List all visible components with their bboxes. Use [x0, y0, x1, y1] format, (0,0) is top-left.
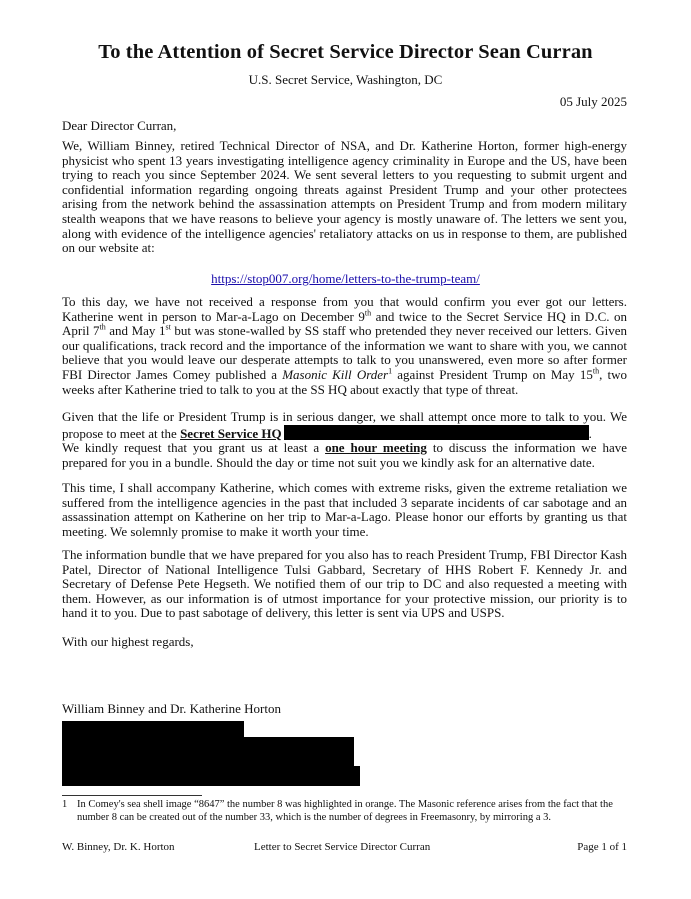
- footer-authors: W. Binney, Dr. K. Horton: [62, 841, 175, 853]
- salutation: Dear Director Curran,: [62, 118, 177, 133]
- redacted-signature-block: [62, 766, 360, 786]
- footnote-text: In Comey's sea shell image “8647” the number 8 was highlighted in orange. The Masonic reference arises from the fact that the number 8 can be created out of the number 33, which is the number of degrees in Freemasonry, by mirroring a 3.: [77, 799, 613, 823]
- letter-date: 05 July 2025: [559, 94, 627, 109]
- letter-subtitle: U.S. Secret Service, Washington, DC: [248, 72, 443, 87]
- footnote-divider: [62, 795, 202, 796]
- one-hour-meeting: one hour meeting: [325, 440, 427, 456]
- redacted-signature-block: [62, 737, 354, 769]
- footer-page-number: Page 1 of 1: [577, 841, 627, 853]
- paragraph-1: We, William Binney, retired Technical Director of NSA, and Dr. Katherine Horton, former high-energy physicist who spent 13 years investigating intelligence agency criminality in Europe and the US, have been trying to reach you since September 2024. We sent several letters to you requesting to submit urgent and confidential information regarding ongoing threats against President Trump and your other protectees arising from the network behind the assassination attempts on President Trump and from modern military stealth weapons that we have reasons to believe your agency is mostly unaware of. The letters we sent you, along with evidence of the intelligence agencies' retaliatory attacks on us in response to them, are published on our website at:: [62, 138, 627, 256]
- paragraph-3: Given that the life or President Trump is in serious danger, we shall attempt once more to talk to you. We propose to meet at the Secret Service HQ . We kindly request that you grant us at least a one hour meeting to discuss the information we have prepared for you in a bundle. Should the day or time not suit you we kindly ask for an alternative date.: [62, 409, 627, 470]
- signers: William Binney and Dr. Katherine Horton: [62, 701, 281, 716]
- website-link-line: [0, 271, 691, 287]
- secret-service-hq: Secret Service HQ: [180, 425, 282, 441]
- footnote-number: 1: [62, 799, 68, 810]
- website-link[interactable]: https://stop007.org/home/letters-to-the-trump-team/: [211, 271, 480, 286]
- footnote: [62, 798, 637, 824]
- footnote-ref[interactable]: 1: [388, 366, 393, 376]
- closing: With our highest regards,: [62, 634, 194, 649]
- paragraph-5: The information bundle that we have prepared for you also has to reach President Trump, FBI Director Kash Patel, Director of National Intelligence Tulsi Gabbard, Secretary of HHS Robert F. Kennedy Jr. and Secretary of Defense Pete Hegseth. We notified them of our trip to DC and also requested a meeting with them. However, as our information is of utmost importance for your protective mission, our priority is to hand it to you. Due to past sabotage of delivery, this letter is sent via UPS and USPS.: [62, 547, 627, 621]
- footer-title: Letter to Secret Service Director Curran: [254, 841, 431, 853]
- paragraph-4: This time, I shall accompany Katherine, which comes with extreme risks, given the extreme retaliation we suffered from the intelligence agencies in the past that included 3 separate incidents of car sabotage and an assassination attempt on Katherine on her trip to Mar-a-Lago. Please honor our efforts by granting us that meeting. We solemnly promise to make it worth your time.: [62, 480, 627, 539]
- letter-title: To the Attention of Secret Service Director Sean Curran: [98, 41, 593, 63]
- redacted-address: [284, 425, 589, 440]
- masonic-kill-order: Masonic Kill Order: [282, 366, 389, 382]
- paragraph-2: To this day, we have not received a response from you that would confirm you ever got our letters. Katherine went in person to Mar-a-Lago on December 9th and twice to the Secret Service HQ in D.C. on April 7th and May 1st but was stone-walled by SS staff who pretended they never received our letters. Given our qualifications, track record and the importance of the information we want to share with you, we cannot believe that you would leave our desperate attempts to talk to you unanswered, even more so after former FBI Director James Comey published a Masonic Kill Order$^1$ against President Trump on May 15th, two weeks after Katherine tried to talk to you at the SS HQ about exactly that type of threat.: [62, 294, 627, 397]
